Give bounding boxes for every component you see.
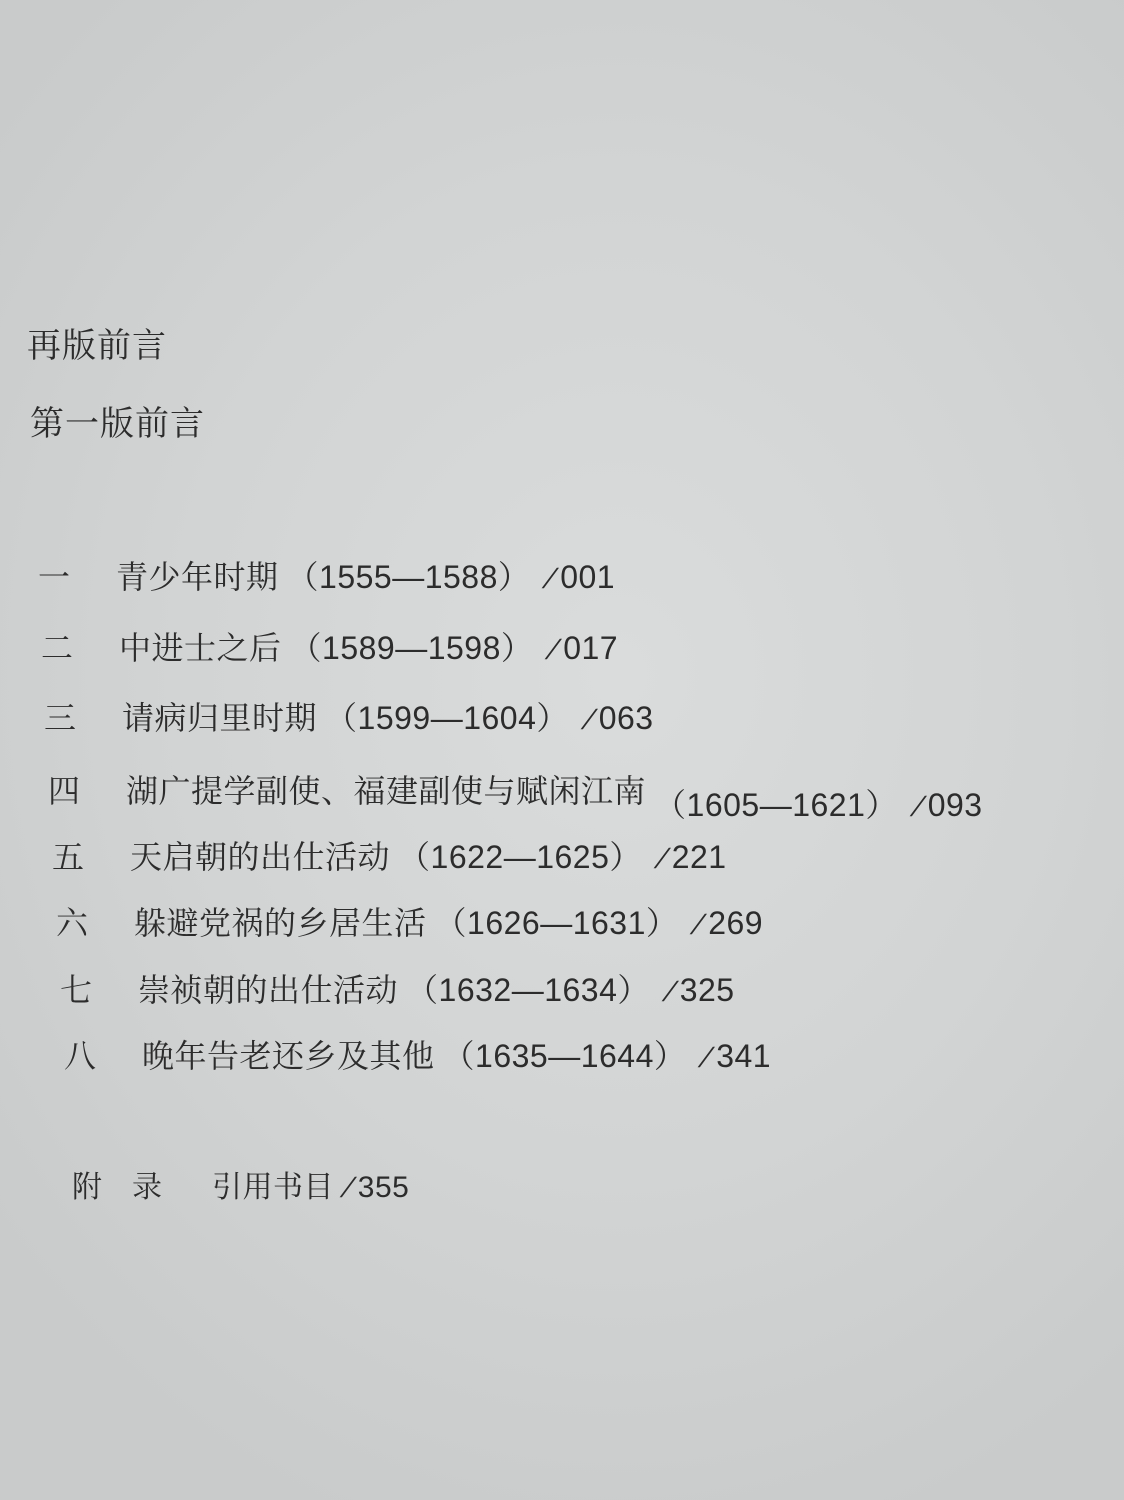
chapter-years: （1589—1598） <box>289 630 534 666</box>
toc-entry-5[interactable] <box>52 832 727 878</box>
chapter-title: 湖广提学副使、福建副使与赋闲江南 <box>126 772 647 810</box>
chapter-number: 三 <box>44 699 77 737</box>
preface-first-edition[interactable]: 第一版前言 <box>30 404 205 444</box>
toc-entry-1[interactable] <box>38 552 615 598</box>
chapter-title: 青少年时期 <box>116 558 279 596</box>
chapter-number: 五 <box>52 838 85 876</box>
chapter-number: 四 <box>48 772 81 810</box>
page-number: 093 <box>927 787 983 823</box>
chapter-title: 躲避党祸的乡居生活 <box>134 904 427 942</box>
page-number: 221 <box>671 839 727 875</box>
preface-second-edition[interactable]: 再版前言 <box>27 326 167 366</box>
chapter-years: （1605—1621） <box>654 787 898 823</box>
chapter-years: （1626—1631） <box>434 905 679 941</box>
chapter-title: 请病归里时期 <box>122 699 318 737</box>
appendix-title: 引用书目 <box>212 1170 334 1205</box>
chapter-number: 二 <box>41 629 74 667</box>
page-separator: / <box>577 704 601 735</box>
page-number: 001 <box>560 559 616 595</box>
chapter-years: （1555—1588） <box>286 559 531 595</box>
page-separator: / <box>658 976 682 1007</box>
chapter-number: 八 <box>64 1037 97 1075</box>
page-number: 325 <box>679 972 735 1008</box>
toc-entry-2[interactable] <box>41 623 618 669</box>
page-separator: / <box>906 791 930 822</box>
page-separator: / <box>542 634 565 665</box>
chapter-title: 崇祯朝的出仕活动 <box>138 971 399 1009</box>
page-separator: / <box>539 563 562 594</box>
toc-entry-7[interactable] <box>60 965 735 1011</box>
chapter-title: 天启朝的出仕活动 <box>130 838 391 876</box>
page-number: 063 <box>598 700 654 736</box>
page-separator: / <box>337 1172 360 1203</box>
toc-entry-3[interactable] <box>44 693 654 739</box>
chapter-years: （1599—1604） <box>325 700 569 736</box>
toc-entry-appendix[interactable] <box>72 1162 409 1206</box>
chapter-years: （1632—1634） <box>406 972 650 1008</box>
chapter-title: 晚年告老还乡及其他 <box>142 1037 435 1075</box>
page-number: 355 <box>357 1171 410 1204</box>
page-number: 017 <box>563 630 619 666</box>
chapter-years: （1622—1625） <box>398 839 642 875</box>
chapter-title: 中进士之后 <box>119 629 282 667</box>
chapter-number: 一 <box>38 558 71 596</box>
toc-entry-4[interactable] <box>48 766 983 823</box>
chapter-number: 七 <box>60 971 93 1009</box>
page-number: 269 <box>708 905 764 941</box>
page-number: 341 <box>716 1038 772 1074</box>
appendix-label: 附 录 <box>72 1170 162 1205</box>
chapter-number: 六 <box>56 904 89 942</box>
toc-entry-8[interactable] <box>64 1031 771 1077</box>
page-separator: / <box>650 843 674 874</box>
chapter-years: （1635—1644） <box>442 1038 687 1074</box>
toc-entry-6[interactable] <box>56 898 763 944</box>
page-separator: / <box>687 909 710 940</box>
page-separator: / <box>695 1042 718 1073</box>
